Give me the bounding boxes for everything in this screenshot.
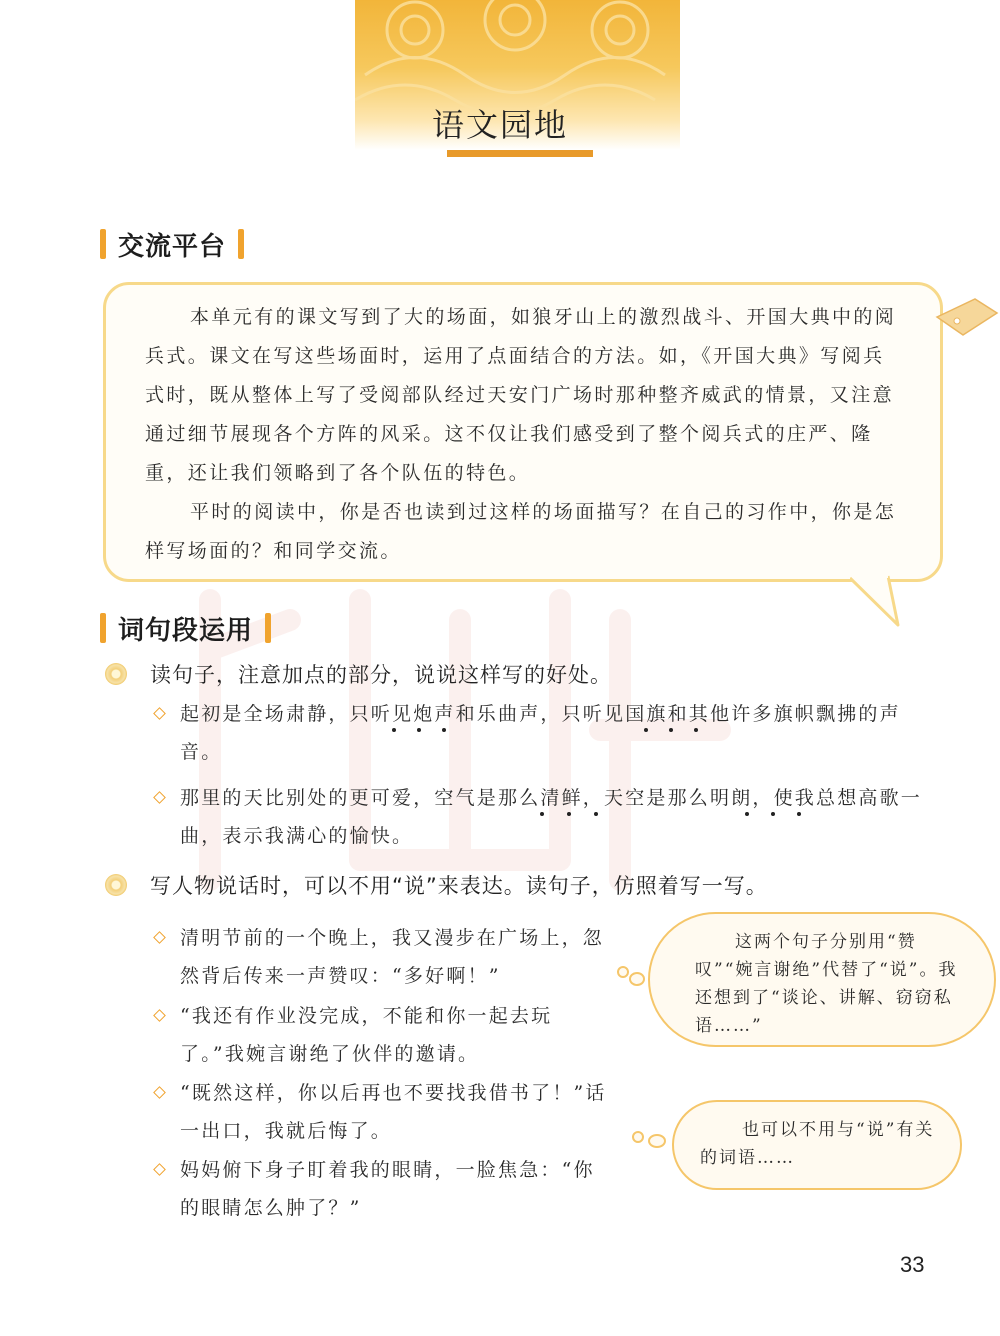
diamond-bullet-icon xyxy=(153,707,166,720)
emphasis-dot xyxy=(797,812,801,816)
section-title: 词句段运用 xyxy=(118,615,254,646)
emphasis-dot xyxy=(540,812,544,816)
hint-bubble-text: 这两个句子分别用“赞叹”“婉言谢绝”代替了“说”。我还想到了“谈论、讲解、窃窃私语……” xyxy=(695,932,958,1036)
section-heading-usage xyxy=(100,608,271,648)
hanging-tag-icon xyxy=(935,295,1000,355)
exercise-badge-icon xyxy=(105,874,127,896)
section-heading-exchange xyxy=(100,224,244,264)
title-underline xyxy=(447,150,593,157)
emphasis-dot xyxy=(417,728,421,732)
thought-dot xyxy=(632,1131,644,1143)
hint-bubble-text: 也可以不用与“说”有关的词语…… xyxy=(700,1120,935,1168)
exercise-prompt: 读句子，注意加点的部分，说说这样写的好处。 xyxy=(150,663,612,687)
example-sentence: “既然这样，你以后再也不要找我借书了！”话一出口，我就后悔了。 xyxy=(180,1082,607,1142)
page-title: 语文园地 xyxy=(431,106,568,144)
thought-dot xyxy=(648,1134,666,1148)
example-sentence: 起初是全场肃静，只听见炮声和乐曲声，只听见国旗和其他许多旗帜飘拂的声音。 xyxy=(180,703,901,763)
thought-dot xyxy=(617,966,629,978)
exercise-badge-icon xyxy=(105,663,127,685)
diamond-bullet-icon xyxy=(153,931,166,944)
emphasis-dot xyxy=(567,812,571,816)
section-title: 交流平台 xyxy=(118,231,227,262)
bubble-tail xyxy=(850,570,920,630)
heading-bar-left xyxy=(100,229,106,259)
emphasis-dot xyxy=(771,812,775,816)
diamond-bullet-icon xyxy=(153,1163,166,1176)
example-sentence: 妈妈俯下身子盯着我的眼睛，一脸焦急：“你的眼睛怎么肿了？” xyxy=(180,1159,595,1219)
diamond-bullet-icon xyxy=(153,1086,166,1099)
heading-bar-left xyxy=(100,613,106,643)
emphasis-dot xyxy=(745,812,749,816)
emphasis-dot xyxy=(694,728,698,732)
emphasis-dot xyxy=(669,728,673,732)
example-sentence: 清明节前的一个晚上，我又漫步在广场上，忽然背后传来一声赞叹：“多好啊！” xyxy=(180,927,605,987)
diamond-bullet-icon xyxy=(153,1009,166,1022)
exercise-prompt: 写人物说话时，可以不用“说”来表达。读句子，仿照着写一写。 xyxy=(150,874,768,898)
page-number: 33 xyxy=(900,1252,925,1277)
example-sentence: “我还有作业没完成，不能和你一起去玩了。”我婉言谢绝了伙伴的邀请。 xyxy=(180,1005,553,1065)
exchange-paragraph: 平时的阅读中，你是否也读到过这样的场面描写？在自己的习作中，你是怎样写场面的？和同学交流。 xyxy=(145,501,897,562)
example-sentence: 那里的天比别处的更可爱，空气是那么清鲜，天空是那么明朗，使我总想高歌一曲，表示我满心的愉快。 xyxy=(180,787,923,847)
heading-bar-right xyxy=(265,613,271,643)
emphasis-dot xyxy=(644,728,648,732)
emphasis-dot xyxy=(392,728,396,732)
emphasis-dot xyxy=(594,812,598,816)
exchange-paragraph: 本单元有的课文写到了大的场面，如狼牙山上的激烈战斗、开国大典中的阅兵式。课文在写这些场面时，运用了点面结合的方法。如，《开国大典》写阅兵式时，既从整体上写了受阅部队经过天安门广场时那种整齐威武的情景，又注意通过细节展现各个方阵的风采。这不仅让我们感受到了整个阅兵式的庄严、隆重，还让我们领略到了各个队伍的特色。 xyxy=(145,306,897,484)
heading-bar-right xyxy=(238,229,244,259)
diamond-bullet-icon xyxy=(153,791,166,804)
thought-dot xyxy=(629,972,645,986)
emphasis-dot xyxy=(442,728,446,732)
